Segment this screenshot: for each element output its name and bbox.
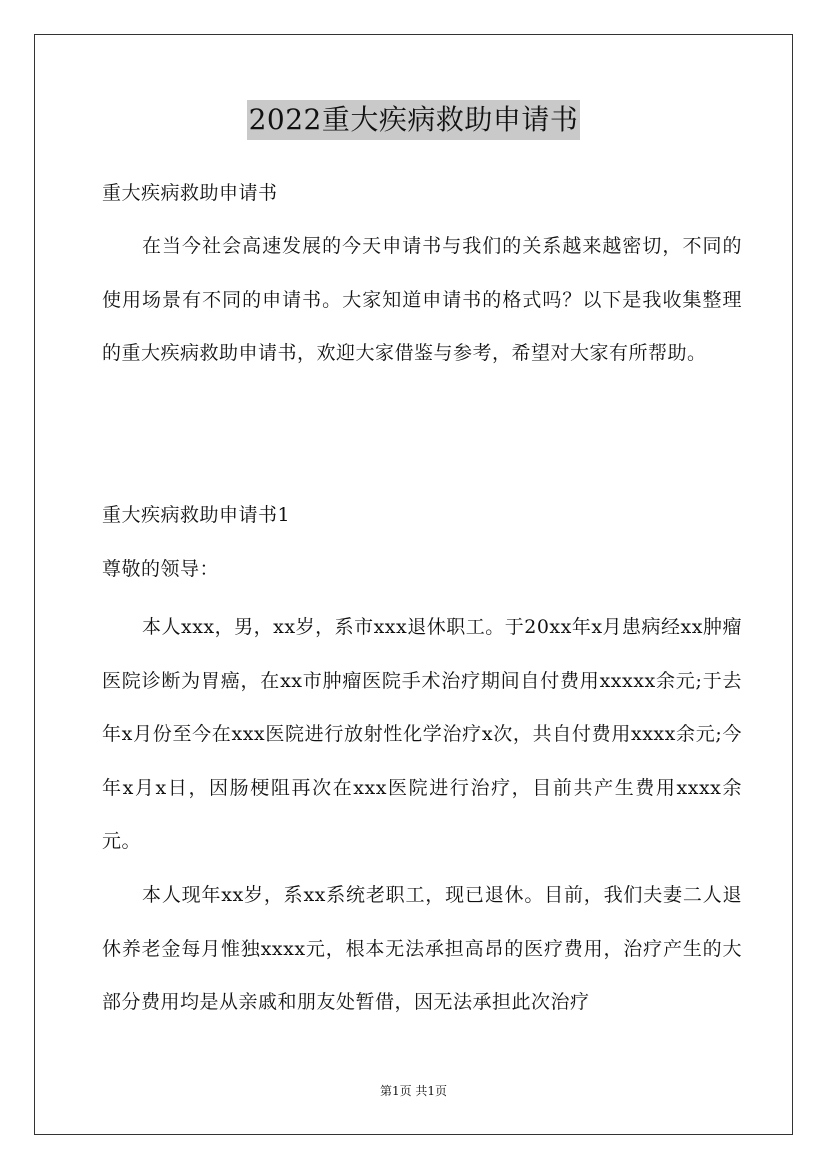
body-paragraph-1: 本人xxx，男，xx岁，系市xxx退休职工。于20xx年x月患病经xx肿瘤医院诊断为胃癌，在xx市肿瘤医院手术治疗期间自付费用xxxxx余元;于去年x月份至今在xxx医院进行放射性化学治疗x次，共自付费用xxxx余元;今年x月x日，因肠梗阻再次在xxx医院进行治疗，目前共产生费用xxxx余元。	[102, 616, 742, 852]
body-paragraph-2: 本人现年xx岁，系xx系统老职工，现已退休。目前，我们夫妻二人退休养老金每月惟独xxxx元，根本无法承担高昂的医疗费用，治疗产生的大部分费用均是从亲戚和朋友处暂借，因无法承担此次治疗	[102, 884, 742, 1013]
section-heading: 重大疾病救助申请书1	[102, 504, 291, 526]
page-footer: 第1页 共1页	[379, 1084, 448, 1098]
title-container	[0, 100, 827, 140]
intro-paragraph: 在当今社会高速发展的今天申请书与我们的关系越来越密切，不同的使用场景有不同的申请书。大家知道申请书的格式吗？以下是我收集整理的重大疾病救助申请书，欢迎大家借鉴与参考，希望对大家有所帮助。	[102, 235, 742, 364]
salutation: 尊敬的领导：	[102, 558, 220, 580]
document-subtitle: 重大疾病救助申请书	[102, 182, 278, 204]
document-title: 2022重大疾病救助申请书	[247, 100, 581, 140]
